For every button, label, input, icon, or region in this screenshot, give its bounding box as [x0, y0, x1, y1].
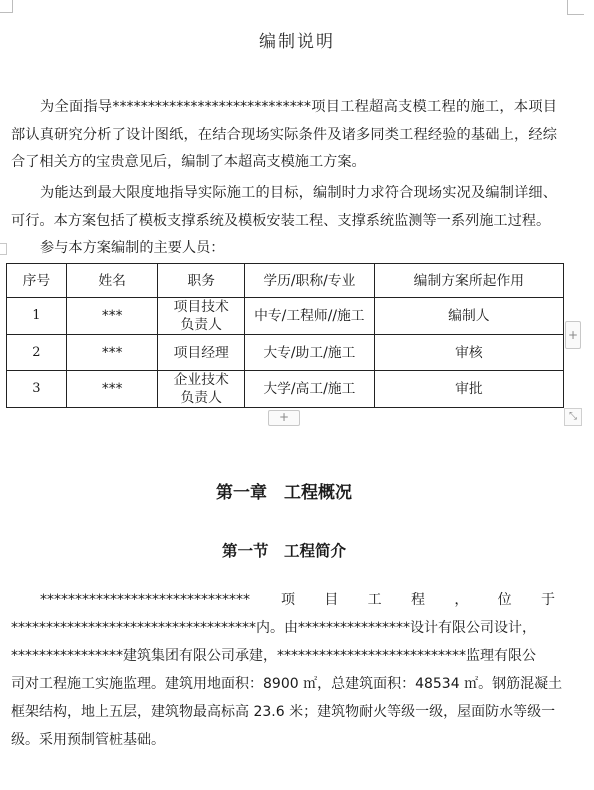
position-line-2: 负责人 — [180, 390, 222, 406]
cell-role: 审批 — [374, 371, 563, 408]
overview-char: 工 — [367, 592, 382, 608]
cell-role: 编制人 — [374, 298, 563, 335]
header-cell-role: 编制方案所起作用 — [374, 264, 563, 298]
overview-line-4: 司对工程施工实施监理。建筑用地面积：8900 ㎡，总建筑面积：48534 ㎡。钢筋混凝土 — [11, 676, 563, 692]
document-title: 编制说明 — [259, 32, 335, 52]
cell-number: 2 — [7, 335, 67, 371]
intro-paragraph-3: 参与本方案编制的主要人员： — [40, 240, 225, 256]
table-row — [7, 371, 564, 408]
header-cell-position: 职务 — [158, 264, 245, 298]
add-row-button[interactable]: + — [268, 410, 300, 426]
cell-name: *** — [66, 371, 158, 408]
page-margin-corner-right — [567, 0, 584, 15]
page-margin-corner-left — [0, 0, 13, 13]
chapter-heading: 第一章 工程概况 — [216, 483, 352, 503]
overview-spread-text — [281, 590, 555, 610]
cell-role: 审核 — [374, 335, 563, 371]
staff-table — [6, 263, 564, 408]
position-line-1: 项目技术 — [173, 299, 229, 315]
cell-position: 项目经理 — [158, 335, 245, 371]
overview-line-3: ****************建筑集团有限公司承建，***************************监理有限公 — [11, 648, 536, 664]
overview-line-2: ***********************************内。由****************设计有限公司设计， — [11, 620, 536, 636]
section-heading: 第一节 工程简介 — [221, 541, 346, 560]
overview-line-5: 框架结构，地上五层，建筑物最高标高 23.6 米；建筑物耐火等级一级，屋面防水等级一 — [11, 704, 556, 720]
add-column-button[interactable]: + — [565, 321, 581, 349]
overview-project-stars: ****************************** — [40, 592, 250, 608]
cell-name: *** — [66, 298, 158, 335]
overview-char: 程 — [410, 592, 425, 608]
table-row — [7, 298, 564, 335]
header-cell-number: 序号 — [7, 264, 67, 298]
position-line-2: 负责人 — [180, 317, 222, 333]
overview-char: 于 — [540, 592, 555, 608]
header-cell-name: 姓名 — [66, 264, 158, 298]
cell-number: 3 — [7, 371, 67, 408]
overview-line-6: 级。采用预制管桩基础。 — [11, 732, 165, 748]
overview-char: ， — [454, 592, 469, 608]
cell-name: *** — [66, 335, 158, 371]
overview-char: 目 — [324, 592, 339, 608]
overview-char: 项 — [281, 592, 295, 608]
table-resize-handle[interactable]: ⤡ — [564, 408, 582, 426]
header-cell-qualification: 学历/职称/专业 — [244, 264, 374, 298]
table-row — [7, 335, 564, 371]
table-anchor-handle[interactable] — [0, 243, 7, 255]
cell-qualification: 中专/工程师//施工 — [244, 298, 374, 335]
table-header-row — [7, 264, 564, 298]
cell-number: 1 — [7, 298, 67, 335]
position-line-1: 企业技术 — [173, 372, 229, 388]
cell-position — [158, 371, 245, 408]
cell-qualification: 大专/助工/施工 — [244, 335, 374, 371]
cell-qualification: 大学/高工/施工 — [244, 371, 374, 408]
intro-paragraph-1: 为全面指导****************************项目工程超高支模工程的施工，本项目部认真研究分析了设计图纸，在结合现场实际条件及诸多同类工程经验的基础上，经综合了相关方的宝贵意见后，编制了本超高支模施工方案。 — [11, 99, 557, 170]
overview-char: 位 — [497, 592, 512, 608]
cell-position — [158, 298, 245, 335]
intro-paragraph-2: 为能达到最大限度地指导实际施工的目标，编制时力求符合现场实况及编制详细、可行。本方案包括了模板支撑系统及模板安装工程、支撑系统监测等一系列施工过程。 — [11, 185, 557, 229]
